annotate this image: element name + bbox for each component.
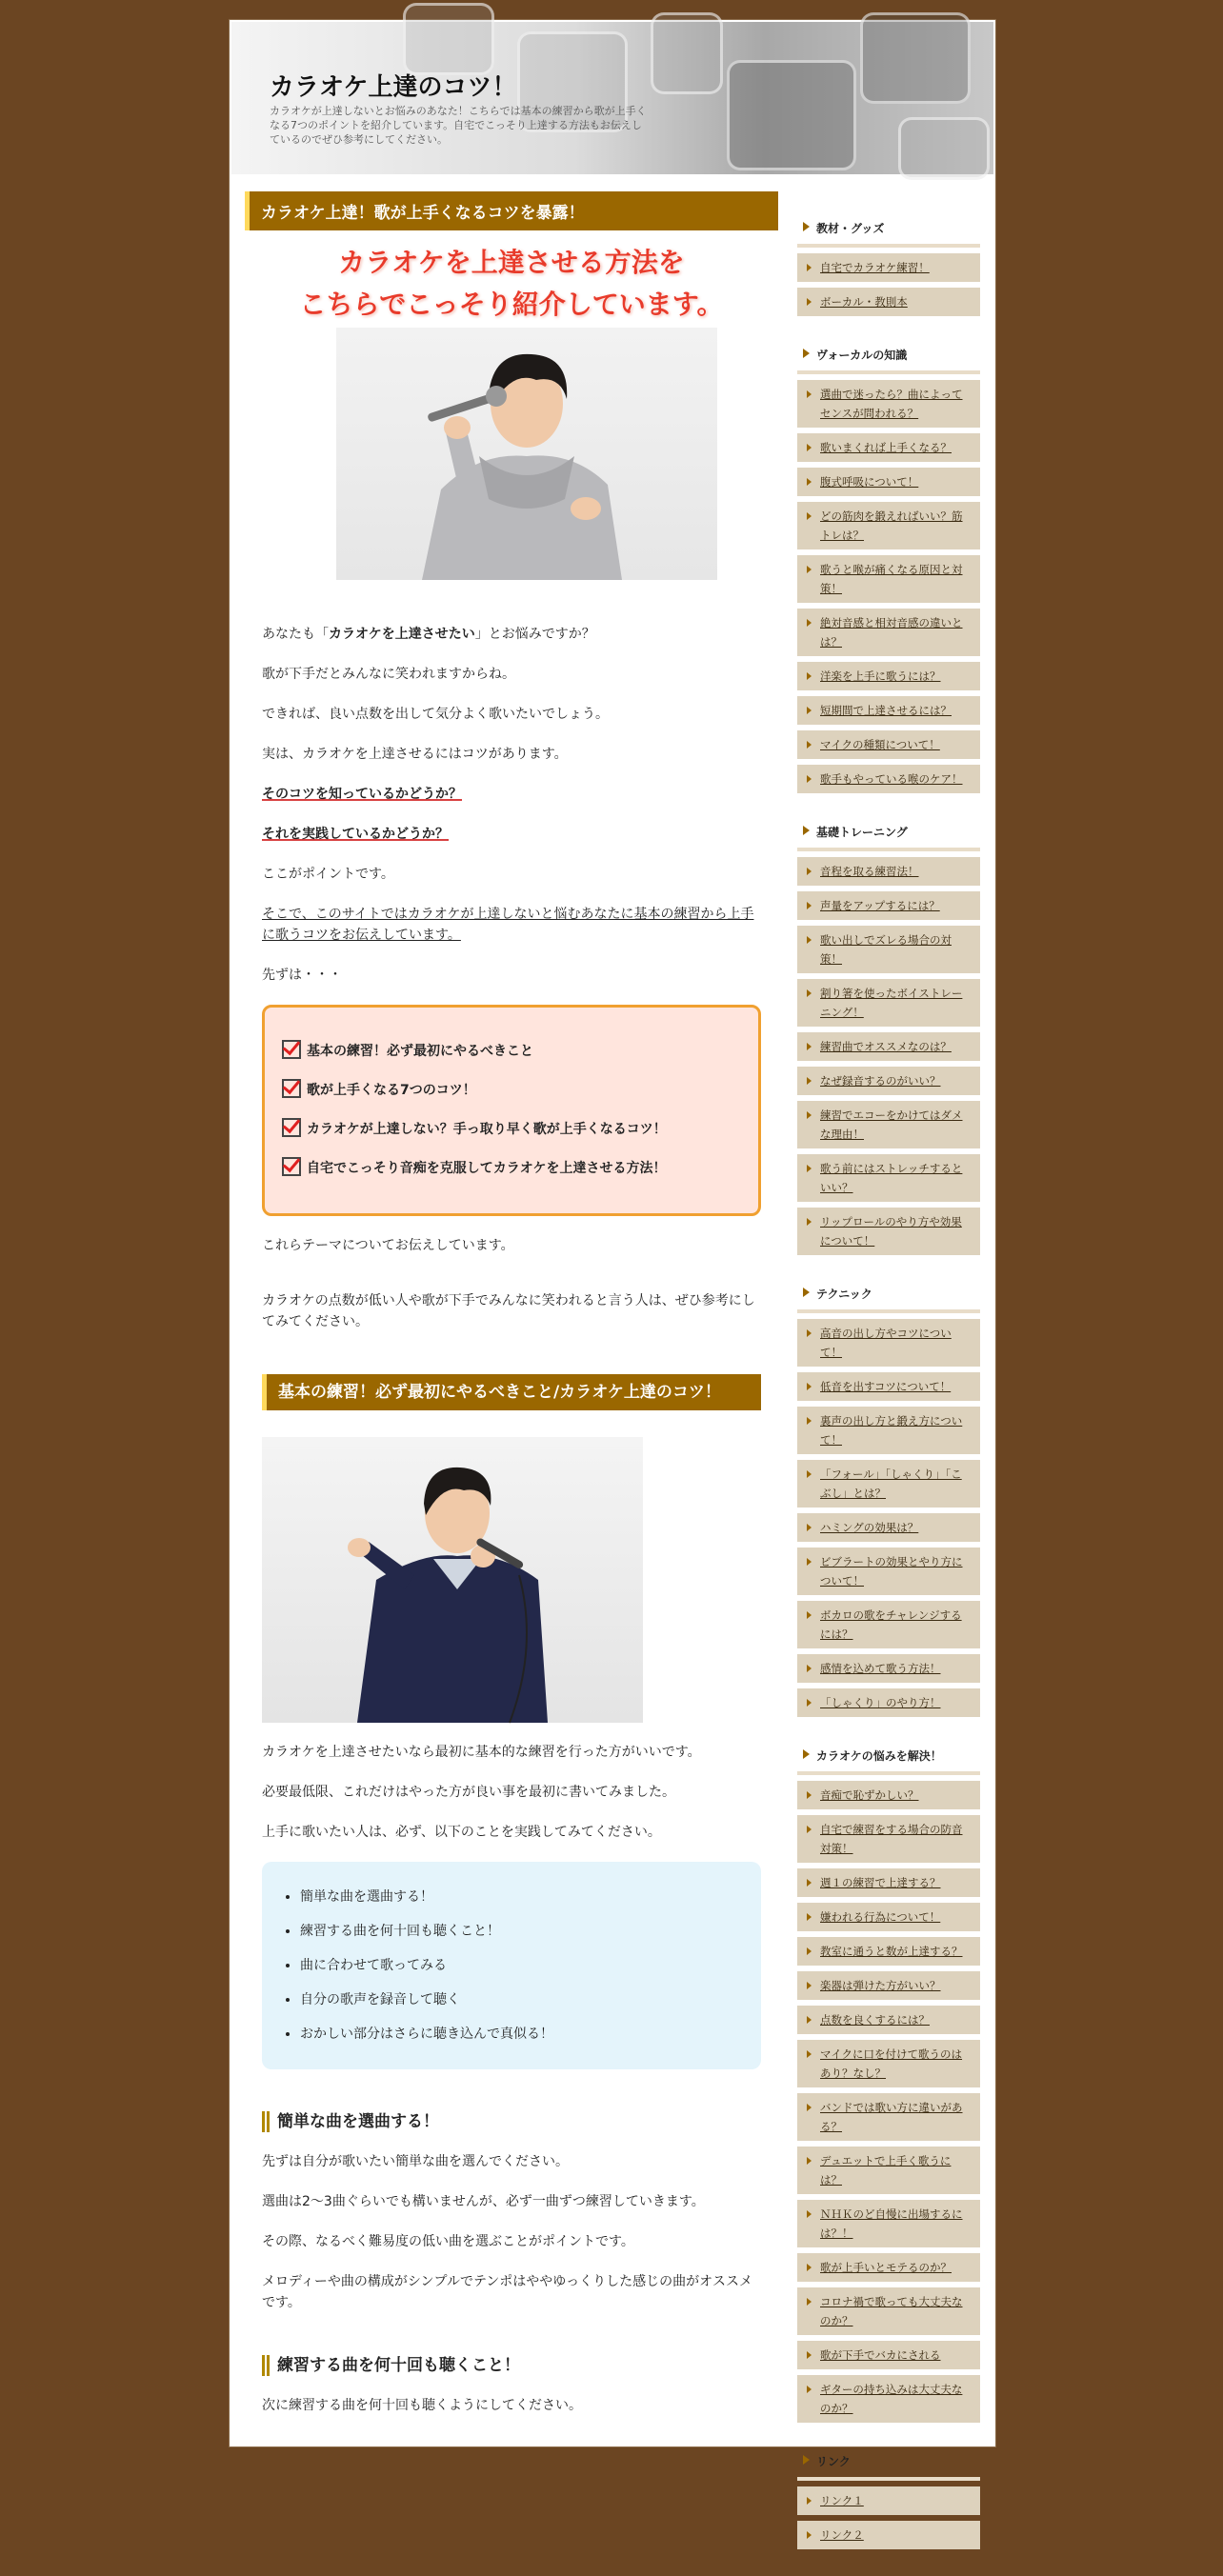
sidebar-link[interactable]: 歌手もやっている喉のケア！ <box>797 765 980 793</box>
sidebar-link[interactable]: 教室に通うと数が上達する？ <box>797 1937 980 1966</box>
practice-list <box>262 1862 761 2069</box>
sidebar-link[interactable]: マイクに口を付けて歌うのはあり？なし？ <box>797 2040 980 2087</box>
sidebar-link[interactable]: ギターの持ち込みは大丈夫なのか？ <box>797 2375 980 2423</box>
site-title[interactable]: カラオケ上達のコツ！ <box>270 73 517 102</box>
paragraph: 先ずは自分が歌いたい簡単な曲を選んでください。 <box>262 2154 569 2169</box>
sidebar-link[interactable]: リンク１ <box>797 2486 980 2515</box>
checklist-label: カラオケが上達しない？手っ取り早く歌が上手くなるコツ！ <box>307 1122 667 1137</box>
underlined-emphasis: それを実践しているかどうか？ <box>262 827 449 842</box>
intro-paragraph: 実は、カラオケを上達させるにはコツがあります。 <box>262 747 568 762</box>
sidebar-link[interactable]: 声量をアップするには？ <box>797 891 980 920</box>
sidebar-group-title: 基礎トレーニング <box>797 820 980 851</box>
sidebar-link[interactable]: なぜ録音するのがいい？ <box>797 1067 980 1095</box>
sidebar-link[interactable]: リンク２ <box>797 2521 980 2549</box>
underlined-text: そこで、このサイトではカラオケが上達しないと悩むあなたに基本の練習から上手に歌うコツをお伝えしています。 <box>262 907 754 943</box>
header-decoration <box>898 117 990 180</box>
sidebar-link[interactable]: 洋楽を上手に歌うには？ <box>797 662 980 690</box>
list-item: • 曲に合わせて歌ってみる <box>300 1955 752 1976</box>
underlined-emphasis: そのコツを知っているかどうか？ <box>262 787 462 802</box>
sidebar-link[interactable]: 自宅でカラオケ練習！ <box>797 253 980 282</box>
checklist-label: 自宅でこっそり音痴を克服してカラオケを上達させる方法！ <box>307 1161 667 1176</box>
sidebar-link[interactable]: 嫌われる行為について！ <box>797 1903 980 1931</box>
intro-paragraph <box>262 624 761 645</box>
checklist-label: 基本の練習！必ず最初にやるべきこと <box>307 1044 533 1059</box>
sidebar-group-title: リンク <box>797 2449 980 2481</box>
sidebar-link[interactable]: 自宅で練習をする場合の防音対策！ <box>797 1815 980 1863</box>
intro-paragraph: できれば、良い点数を出して気分よく歌いたいでしょう。 <box>262 707 609 722</box>
paragraph: メロディーや曲の構成がシンプルでテンポはややゆっくりした感じの曲がオススメです。 <box>262 2274 752 2310</box>
sidebar-link[interactable]: 低音を出すコツについて！ <box>797 1372 980 1401</box>
sidebar-link[interactable]: 週１の練習で上達する？ <box>797 1868 980 1897</box>
sidebar-group-title: カラオケの悩みを解決！ <box>797 1744 980 1775</box>
sidebar-group <box>797 216 980 316</box>
paragraph: カラオケを上達させたいなら最初に基本的な練習を行った方がいいです。 <box>262 1745 701 1760</box>
sidebar-group-title: 教材・グッズ <box>797 216 980 248</box>
checkbox-icon <box>282 1040 301 1059</box>
sidebar-link[interactable]: 歌い出しでズレる場合の対策！ <box>797 926 980 973</box>
checklist-item <box>282 1153 741 1185</box>
sidebar-link[interactable]: 「しゃくり」のやり方！ <box>797 1688 980 1717</box>
subsection-heading: 練習する曲を何十回も聴くこと！ <box>262 2355 761 2376</box>
sidebar-group <box>797 820 980 1255</box>
site-description: カラオケが上達しないとお悩みのあなた！こちらでは基本の練習から歌が上手くなる7つのポイントを紹介しています。自宅でこっそり上達する方法もお伝えしているのでぜひ参考にしてください。 <box>270 105 647 146</box>
main-content <box>245 191 778 2435</box>
sidebar-link[interactable]: 練習曲でオススメなのは？ <box>797 1032 980 1061</box>
sidebar-link[interactable]: どの筋肉を鍛えればいい？筋トレは？ <box>797 502 980 549</box>
sidebar-link[interactable]: ボカロの歌をチャレンジするには？ <box>797 1601 980 1648</box>
sidebar-link[interactable]: 裏声の出し方と鍛え方について！ <box>797 1407 980 1454</box>
sidebar-link[interactable]: 練習でエコーをかけてはダメな理由！ <box>797 1101 980 1148</box>
emphasis: カラオケを上達させたい <box>329 627 475 642</box>
sidebar-link[interactable]: 絶対音感と相対音感の違いとは？ <box>797 609 980 656</box>
sidebar-group <box>797 1282 980 1717</box>
singer-illustration <box>262 1437 643 1723</box>
sidebar-group-title: ヴォーカルの知識 <box>797 343 980 374</box>
sidebar-link[interactable]: リップロールのやり方や効果について！ <box>797 1208 980 1255</box>
sidebar-link[interactable]: バンドでは歌い方に違いがある？ <box>797 2093 980 2141</box>
sidebar-link[interactable]: デュエットで上手く歌うには？ <box>797 2147 980 2194</box>
sidebar-group-title: テクニック <box>797 1282 980 1313</box>
paragraph: その際、なるべく難易度の低い曲を選ぶことがポイントです。 <box>262 2234 634 2249</box>
sidebar-link[interactable]: 歌が上手いとモテるのか？ <box>797 2253 980 2282</box>
list-item: • 練習する曲を何十回も聴くこと！ <box>300 1921 752 1942</box>
intro-paragraph <box>262 904 761 946</box>
header-decoration <box>403 3 494 75</box>
banner-line: こちらでこっそり紹介しています。 <box>299 289 724 320</box>
header-decoration <box>727 60 856 170</box>
intro-paragraph: 歌が下手だとみんなに笑われますからね。 <box>262 667 515 682</box>
sidebar-link[interactable]: 腹式呼吸について！ <box>797 468 980 496</box>
banner-line: カラオケを上達させる方法を <box>338 247 685 278</box>
sidebar <box>797 216 980 2576</box>
checklist-item <box>282 1114 741 1146</box>
page-wrapper <box>229 19 996 2542</box>
sidebar-link[interactable]: 音痴で恥ずかしい？ <box>797 1781 980 1809</box>
sidebar-link[interactable]: 高音の出し方やコツについて！ <box>797 1319 980 1367</box>
paragraph: 上手に歌いたい人は、必ず、以下のことを実践してみてください。 <box>262 1825 661 1840</box>
paragraph: 選曲は2～3曲ぐらいでも構いませんが、必ず一曲ずつ練習していきます。 <box>262 2194 705 2209</box>
sidebar-link[interactable]: 歌が下手でバカにされる <box>797 2341 980 2369</box>
list-item: • 簡単な曲を選曲する！ <box>300 1887 752 1907</box>
sidebar-group <box>797 1744 980 2423</box>
sidebar-link[interactable]: 選曲で迷ったら？曲によってセンスが問われる？ <box>797 380 980 428</box>
intro-paragraph: 先ずは・・・ <box>262 968 342 983</box>
sidebar-link[interactable]: 歌いまくれば上手くなる？ <box>797 433 980 462</box>
sidebar-link[interactable]: ビブラートの効果とやり方について！ <box>797 1548 980 1595</box>
singer-photo <box>336 328 717 580</box>
section-heading: 基本の練習！必ず最初にやるべきこと/カラオケ上達のコツ！ <box>262 1374 761 1410</box>
site-header <box>231 22 993 174</box>
paragraph: カラオケの点数が低い人や歌が下手でみんなに笑われると言う人は、ぜひ参考にしてみてください。 <box>262 1293 755 1329</box>
sidebar-link[interactable]: 割り箸を使ったボイストレーニング！ <box>797 979 980 1027</box>
sidebar-link[interactable]: ＮＨＫのど自慢に出場するには？！ <box>797 2200 980 2247</box>
list-item: • おかしい部分はさらに聴き込んで真似る！ <box>300 2024 752 2045</box>
sidebar-link[interactable]: 感情を込めて歌う方法！ <box>797 1654 980 1683</box>
sidebar-link[interactable]: 歌う前にはストレッチするといい？ <box>797 1154 980 1202</box>
sidebar-group <box>797 2449 980 2549</box>
list-item: • 自分の歌声を録音して聴く <box>300 1989 752 2010</box>
intro-paragraph <box>262 784 761 805</box>
sidebar-link[interactable]: 「フォール」「しゃくり」「こぶし」とは？ <box>797 1460 980 1508</box>
banner-text <box>245 242 778 326</box>
sidebar-link[interactable]: マイクの種類について！ <box>797 730 980 759</box>
sidebar-link[interactable]: 楽器は弾けた方がいい？ <box>797 1971 980 2000</box>
sidebar-group <box>797 343 980 793</box>
checklist-item <box>282 1075 741 1107</box>
sidebar-link[interactable]: 音程を取る練習法！ <box>797 857 980 886</box>
subsection-heading: 簡単な曲を選曲する！ <box>262 2111 761 2132</box>
checklist-label: 歌が上手くなる7つのコツ！ <box>307 1083 476 1098</box>
checklist-item <box>282 1036 741 1068</box>
checkbox-icon <box>282 1157 301 1176</box>
checkbox-icon <box>282 1118 301 1137</box>
article-body <box>245 624 778 2416</box>
header-decoration <box>860 12 971 104</box>
sidebar-link[interactable]: ハミングの効果は？ <box>797 1513 980 1542</box>
checkbox-icon <box>282 1079 301 1098</box>
paragraph: 次に練習する曲を何十回も聴くようにしてください。 <box>262 2398 582 2413</box>
intro-paragraph <box>262 824 761 845</box>
text-span: 」とお悩みですか？ <box>474 627 595 642</box>
paragraph: 必要最低限、これだけはやった方が良い事を最初に書いてみました。 <box>262 1785 675 1800</box>
singer-photo-2 <box>262 1437 643 1723</box>
page-title: カラオケ上達！歌が上手くなるコツを暴露！ <box>245 191 778 230</box>
sidebar-link[interactable]: ボーカル・教則本 <box>797 288 980 316</box>
paragraph: これらテーマについてお伝えしています。 <box>262 1238 514 1253</box>
text-span: あなたも「 <box>262 627 329 642</box>
sidebar-link[interactable]: コロナ禍で歌っても大丈夫なのか？ <box>797 2287 980 2335</box>
header-decoration <box>651 12 723 94</box>
sidebar-link[interactable]: 短期間で上達させるには？ <box>797 696 980 725</box>
intro-paragraph: ここがポイントです。 <box>262 867 394 882</box>
sidebar-link[interactable]: 歌うと喉が痛くなる原因と対策！ <box>797 555 980 603</box>
singer-illustration <box>336 328 717 580</box>
topic-checklist <box>262 1005 761 1216</box>
sidebar-link[interactable]: 点数を良くするには？ <box>797 2006 980 2034</box>
